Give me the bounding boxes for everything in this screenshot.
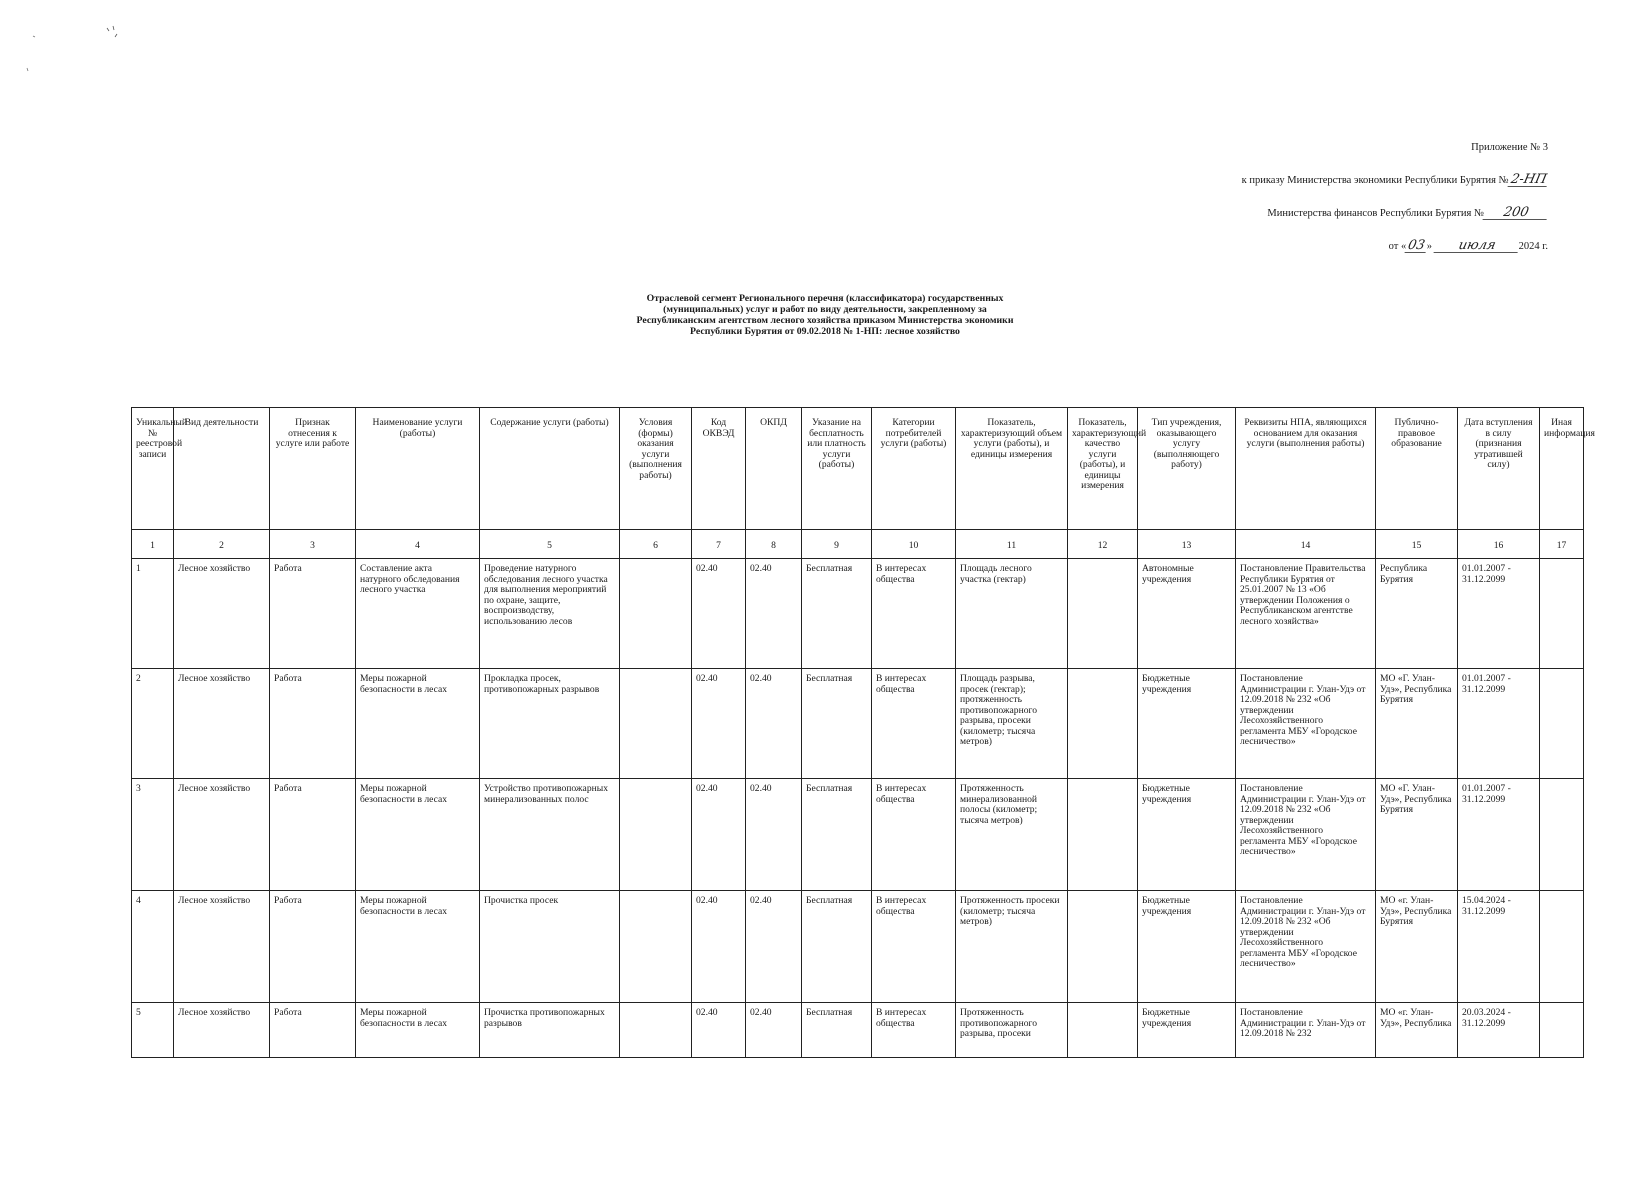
table-cell — [1068, 669, 1138, 779]
table-row — [132, 779, 1584, 891]
column-number-7: 7 — [692, 530, 746, 559]
column-header-8: ОКПД — [746, 408, 802, 530]
table-cell: Протяженность просеки (километр; тысяча метров) — [956, 891, 1068, 1003]
table-cell: Работа — [270, 669, 356, 779]
table-cell: 20.03.2024 - 31.12.2099 — [1458, 1003, 1540, 1058]
table-cell: 01.01.2007 - 31.12.2099 — [1458, 559, 1540, 669]
registry-table — [131, 407, 1595, 1058]
table-cell — [620, 779, 692, 891]
table-cell: 4 — [132, 891, 174, 1003]
table-cell: Протяженность противопожарного разрыва, просеки — [956, 1003, 1068, 1058]
column-header-10: Категории потребителей услуги (работы) — [872, 408, 956, 530]
table-cell: Работа — [270, 779, 356, 891]
column-number-6: 6 — [620, 530, 692, 559]
table-cell: Прокладка просек, противопожарных разрывов — [480, 669, 620, 779]
table-cell: Прочистка противопожарных разрывов — [480, 1003, 620, 1058]
column-header-17: Иная информация — [1540, 408, 1584, 530]
table-cell — [1540, 779, 1584, 891]
handwritten-date-month: июля — [1433, 239, 1520, 253]
table-cell: Лесное хозяйство — [174, 891, 270, 1003]
column-header-13: Тип учреждения, оказывающего услугу (выполняющего работу) — [1138, 408, 1236, 530]
table-cell: Бесплатная — [802, 779, 872, 891]
table-cell: 02.40 — [746, 1003, 802, 1058]
table-cell: МО «Г. Улан-Удэ», Республика Бурятия — [1376, 669, 1458, 779]
column-number-2: 2 — [174, 530, 270, 559]
table-cell: Устройство противопожарных минерализованных полос — [480, 779, 620, 891]
table-cell: Постановление Администрации г. Улан-Удэ от 12.09.2018 № 232 «Об утверждении Лесохозяйственного регламента МБУ «Городское лесничество» — [1236, 891, 1376, 1003]
table-cell: 15.04.2024 - 31.12.2099 — [1458, 891, 1540, 1003]
table-cell — [1540, 1003, 1584, 1058]
handwritten-order-number: 2-НП — [1509, 171, 1548, 187]
table-cell: Бюджетные учреждения — [1138, 669, 1236, 779]
column-header-12: Показатель, характеризующий качество услуги (работы), и единицы измерения — [1068, 408, 1138, 530]
column-number-4: 4 — [356, 530, 480, 559]
table-cell — [1068, 779, 1138, 891]
column-number-5: 5 — [480, 530, 620, 559]
appendix-order-economy: к приказу Министерства экономики Республики Бурятия №2-НП — [1241, 171, 1548, 187]
table-cell: Площадь лесного участка (гектар) — [956, 559, 1068, 669]
column-header-1: Уникальный № реестровой записи — [132, 408, 174, 530]
table-cell: Республика Бурятия — [1376, 559, 1458, 669]
table-cell: Площадь разрыва, просек (гектар); протяженность противопожарного разрыва, просеки (километр; тысяча метров) — [956, 669, 1068, 779]
table-cell: 01.01.2007 - 31.12.2099 — [1458, 779, 1540, 891]
table-cell: Меры пожарной безопасности в лесах — [356, 1003, 480, 1058]
column-number-16: 16 — [1458, 530, 1540, 559]
table-cell: 2 — [132, 669, 174, 779]
table-cell: 02.40 — [692, 1003, 746, 1058]
appendix-label: Приложение № 3 — [1471, 142, 1548, 153]
table-cell: Бюджетные учреждения — [1138, 1003, 1236, 1058]
handwritten-date-day: 03 — [1406, 237, 1427, 253]
table-cell: В интересах общества — [872, 559, 956, 669]
table-cell: В интересах общества — [872, 891, 956, 1003]
table-cell: 3 — [132, 779, 174, 891]
column-header-11: Показатель, характеризующий объем услуги (работы), и единицы измерения — [956, 408, 1068, 530]
handwritten-order-number-finance: 200 — [1483, 206, 1550, 220]
table-cell: МО «Г. Улан-Удэ», Республика Бурятия — [1376, 779, 1458, 891]
table-cell: Лесное хозяйство — [174, 779, 270, 891]
table-cell: 02.40 — [746, 669, 802, 779]
table-cell: 02.40 — [692, 669, 746, 779]
table-cell: Прочистка просек — [480, 891, 620, 1003]
table-row — [132, 891, 1584, 1003]
column-header-2: Вид деятельности — [174, 408, 270, 530]
column-number-10: 10 — [872, 530, 956, 559]
table-row — [132, 669, 1584, 779]
table-cell: Лесное хозяйство — [174, 669, 270, 779]
scan-artifact-marks — [25, 20, 145, 80]
table-cell: В интересах общества — [872, 779, 956, 891]
column-number-12: 12 — [1068, 530, 1138, 559]
column-header-4: Наименование услуги (работы) — [356, 408, 480, 530]
table-row — [132, 559, 1584, 669]
table-cell: Проведение натурного обследования лесного участка для выполнения мероприятий по охране, защите, воспроизводству, использованию лесов — [480, 559, 620, 669]
table-cell: Лесное хозяйство — [174, 1003, 270, 1058]
table-cell: Меры пожарной безопасности в лесах — [356, 779, 480, 891]
table-cell: Бесплатная — [802, 891, 872, 1003]
table-cell — [620, 559, 692, 669]
table-cell: Бюджетные учреждения — [1138, 891, 1236, 1003]
column-header-6: Условия (формы) оказания услуги (выполнения работы) — [620, 408, 692, 530]
column-number-row — [132, 530, 1584, 559]
table-cell: 02.40 — [746, 779, 802, 891]
column-number-15: 15 — [1376, 530, 1458, 559]
table-cell: Бесплатная — [802, 1003, 872, 1058]
table-cell — [1540, 559, 1584, 669]
column-number-9: 9 — [802, 530, 872, 559]
table-cell: Работа — [270, 891, 356, 1003]
table-cell: 02.40 — [746, 891, 802, 1003]
table-cell: В интересах общества — [872, 669, 956, 779]
column-header-3: Признак отнесения к услуге или работе — [270, 408, 356, 530]
table-cell: Составление акта натурного обследования лесного участка — [356, 559, 480, 669]
table-cell: 02.40 — [692, 779, 746, 891]
table-cell: Постановление Администрации г. Улан-Удэ от 12.09.2018 № 232 «Об утверждении Лесохозяйственного регламента МБУ «Городское лесничество» — [1236, 779, 1376, 891]
column-number-14: 14 — [1236, 530, 1376, 559]
table-cell: 02.40 — [692, 891, 746, 1003]
table-cell: 02.40 — [746, 559, 802, 669]
column-number-1: 1 — [132, 530, 174, 559]
table-cell: 5 — [132, 1003, 174, 1058]
column-number-13: 13 — [1138, 530, 1236, 559]
table-cell — [1068, 891, 1138, 1003]
column-number-3: 3 — [270, 530, 356, 559]
table-cell: Меры пожарной безопасности в лесах — [356, 669, 480, 779]
document-title: Отраслевой сегмент Регионального перечня (классификатора) государственных (муниципальных) услуг и работ по виду деятельности, закрепленному за Республиканским агентством лесного хозяйства приказом Министерства экономики Республики Бурятия от 09.02.2018 № 1-НП: лесное хозяйство — [636, 293, 1014, 337]
table-cell — [1068, 559, 1138, 669]
appendix-order-finance: Министерства финансов Республики Бурятия № 200 — [1028, 206, 1548, 220]
table-cell — [1068, 1003, 1138, 1058]
table-cell: 02.40 — [692, 559, 746, 669]
table-cell: Бюджетные учреждения — [1138, 779, 1236, 891]
table-cell: Лесное хозяйство — [174, 559, 270, 669]
table-row — [132, 1003, 1584, 1058]
table-cell — [620, 891, 692, 1003]
column-header-9: Указание на бесплатность или платность услуги (работы) — [802, 408, 872, 530]
table-cell: Меры пожарной безопасности в лесах — [356, 891, 480, 1003]
appendix-header — [1028, 143, 1548, 272]
appendix-date: от «03» июля 2024 г. — [1388, 237, 1548, 253]
table-cell: Постановление Администрации г. Улан-Удэ от 12.09.2018 № 232 — [1236, 1003, 1376, 1058]
table-cell: Протяженность минерализованной полосы (километр; тысяча метров) — [956, 779, 1068, 891]
table-cell — [1540, 669, 1584, 779]
column-header-15: Публично-правовое образование — [1376, 408, 1458, 530]
column-header-16: Дата вступления в силу (признания утратившей силу) — [1458, 408, 1540, 530]
header-row — [132, 408, 1584, 530]
table-cell: Постановление Администрации г. Улан-Удэ от 12.09.2018 № 232 «Об утверждении Лесохозяйственного регламента МБУ «Городское лесничество» — [1236, 669, 1376, 779]
column-header-7: Код ОКВЭД — [692, 408, 746, 530]
table-cell: Постановление Правительства Республики Бурятия от 25.01.2007 № 13 «Об утверждении Положения о Республиканском агентстве лесного хозяйства» — [1236, 559, 1376, 669]
column-header-14: Реквизиты НПА, являющихся основанием для оказания услуги (выполнения работы) — [1236, 408, 1376, 530]
table-cell: Бесплатная — [802, 669, 872, 779]
column-number-17: 17 — [1540, 530, 1584, 559]
table-cell — [1540, 891, 1584, 1003]
table-cell: Работа — [270, 1003, 356, 1058]
table-cell — [620, 1003, 692, 1058]
table-cell: Автономные учреждения — [1138, 559, 1236, 669]
table-cell — [620, 669, 692, 779]
table-cell: 01.01.2007 - 31.12.2099 — [1458, 669, 1540, 779]
column-number-11: 11 — [956, 530, 1068, 559]
column-number-8: 8 — [746, 530, 802, 559]
table-cell: МО «г. Улан-Удэ», Республика — [1376, 1003, 1458, 1058]
column-header-5: Содержание услуги (работы) — [480, 408, 620, 530]
table-cell: 1 — [132, 559, 174, 669]
table-cell: Работа — [270, 559, 356, 669]
table-cell: Бесплатная — [802, 559, 872, 669]
table-cell: МО «г. Улан-Удэ», Республика Бурятия — [1376, 891, 1458, 1003]
table-cell: В интересах общества — [872, 1003, 956, 1058]
